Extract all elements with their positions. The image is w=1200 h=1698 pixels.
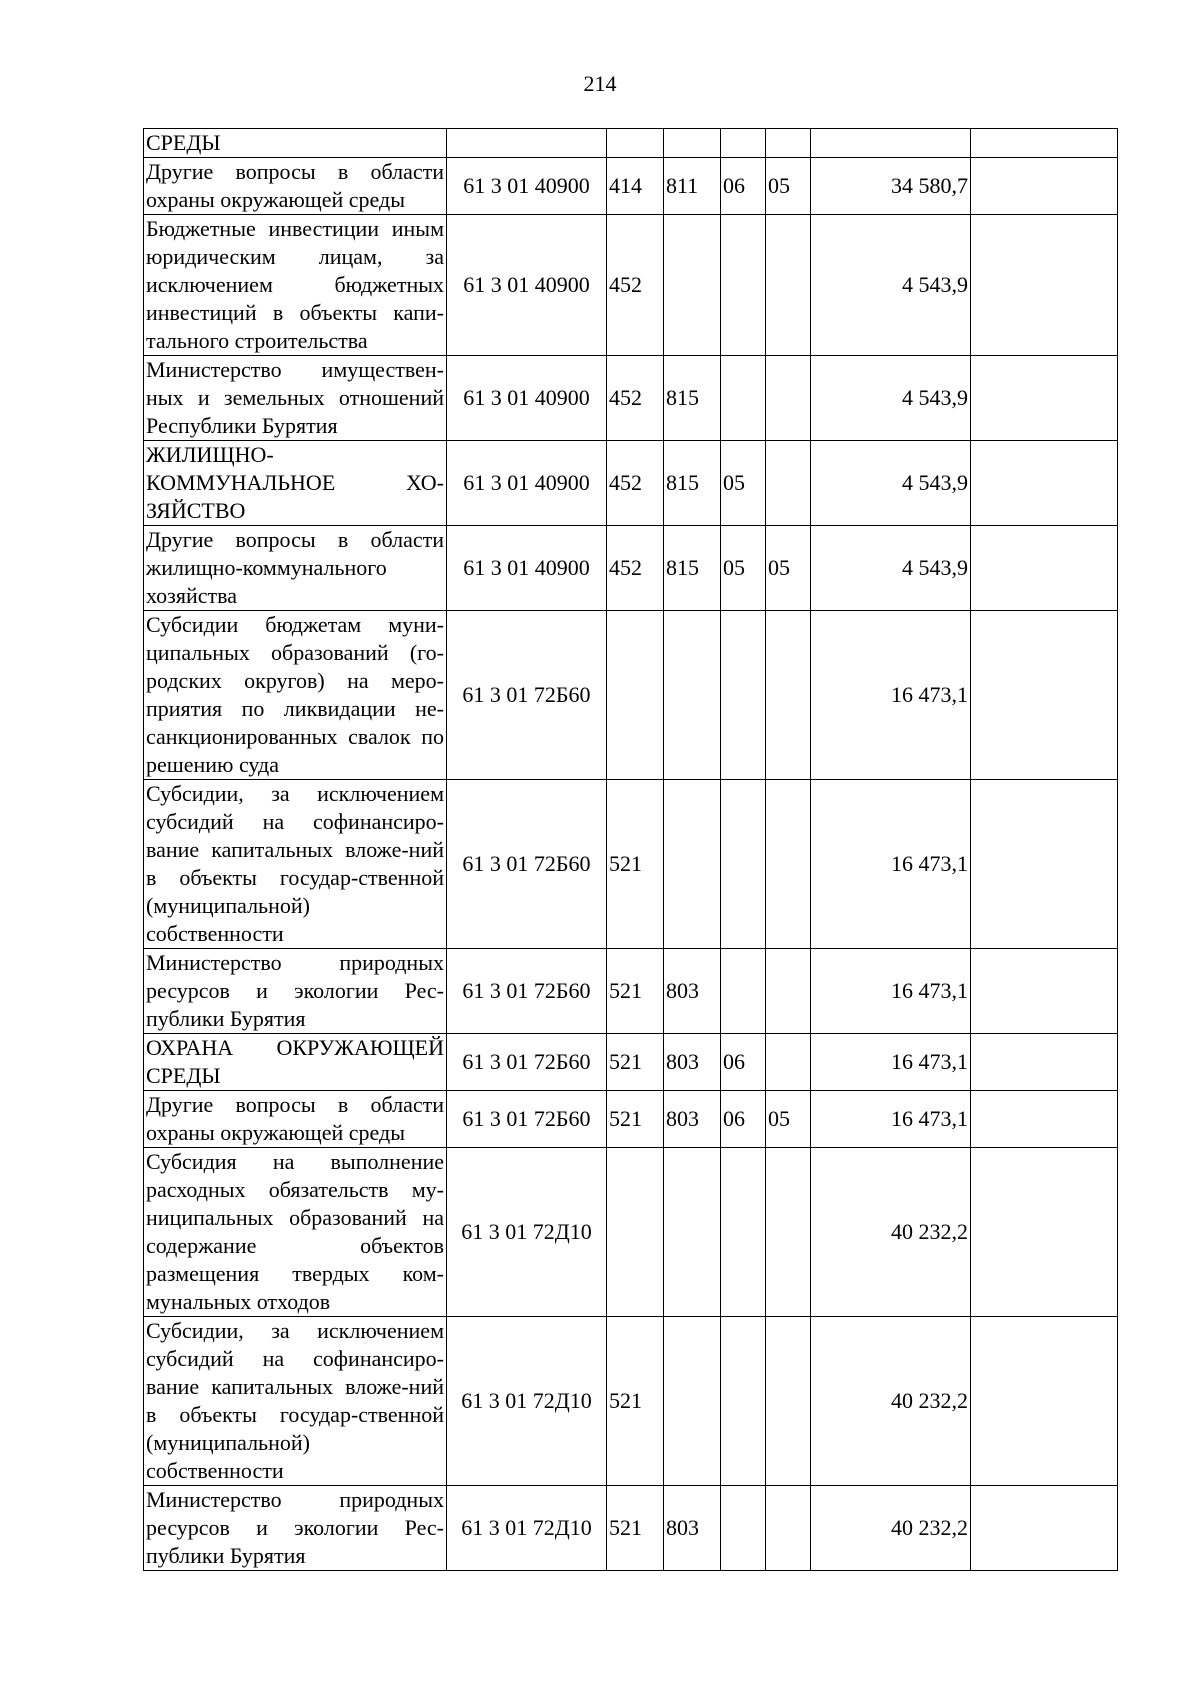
table-row	[144, 441, 1118, 526]
cell-section	[721, 215, 766, 356]
cell-amount	[811, 129, 971, 158]
cell-extra	[971, 215, 1118, 356]
cell-extra	[971, 1148, 1118, 1317]
cell-ministry-code: 803	[664, 949, 721, 1034]
table-row	[144, 1091, 1118, 1148]
cell-amount: 16 473,1	[811, 611, 971, 780]
cell-amount: 4 543,9	[811, 441, 971, 526]
cell-target-article: 61 3 01 72Б60	[447, 780, 607, 949]
cell-target-article	[447, 129, 607, 158]
cell-subsection	[766, 1317, 811, 1486]
cell-expense-type: 521	[607, 780, 664, 949]
cell-name: Министерство природных ресурсов и экологии Рес-публики Бурятия	[144, 949, 447, 1034]
cell-section	[721, 780, 766, 949]
cell-name: Субсидии, за исключением субсидий на софинансиро-вание капитальных вложе-ний в объекты государ-ственной (муниципальной) собственности	[144, 1317, 447, 1486]
cell-section: 06	[721, 1091, 766, 1148]
cell-subsection	[766, 356, 811, 441]
cell-name: ОХРАНА ОКРУЖАЮЩЕЙ СРЕДЫ	[144, 1034, 447, 1091]
cell-ministry-code	[664, 129, 721, 158]
table-row	[144, 611, 1118, 780]
table-row	[144, 1148, 1118, 1317]
cell-ministry-code: 815	[664, 356, 721, 441]
cell-name: Субсидии бюджетам муни-ципальных образований (го-родских округов) на меро-приятия по ликвидации не-санкционированных свалок по решению суда	[144, 611, 447, 780]
cell-expense-type: 521	[607, 1091, 664, 1148]
cell-target-article: 61 3 01 72Д10	[447, 1317, 607, 1486]
cell-expense-type	[607, 129, 664, 158]
cell-extra	[971, 1486, 1118, 1571]
cell-section	[721, 1317, 766, 1486]
cell-name: ЖИЛИЩНО-КОММУНАЛЬНОЕ ХО-ЗЯЙСТВО	[144, 441, 447, 526]
cell-name: СРЕДЫ	[144, 129, 447, 158]
cell-name: Бюджетные инвестиции иным юридическим лицам, за исключением бюджетных инвестиций в объекты капи-тального строительства	[144, 215, 447, 356]
cell-name: Другие вопросы в области охраны окружающей среды	[144, 158, 447, 215]
cell-expense-type: 452	[607, 356, 664, 441]
cell-amount: 4 543,9	[811, 215, 971, 356]
cell-target-article: 61 3 01 72Б60	[447, 949, 607, 1034]
cell-expense-type	[607, 611, 664, 780]
cell-subsection: 05	[766, 158, 811, 215]
cell-target-article: 61 3 01 72Д10	[447, 1148, 607, 1317]
cell-expense-type: 414	[607, 158, 664, 215]
cell-section: 06	[721, 158, 766, 215]
cell-section: 06	[721, 1034, 766, 1091]
cell-subsection	[766, 611, 811, 780]
table-row	[144, 780, 1118, 949]
table-row	[144, 129, 1118, 158]
table-row	[144, 1486, 1118, 1571]
cell-name: Субсидия на выполнение расходных обязательств му-ниципальных образований на содержание объектов размещения твердых ком-мунальных отходов	[144, 1148, 447, 1317]
cell-target-article: 61 3 01 40900	[447, 158, 607, 215]
cell-section: 05	[721, 526, 766, 611]
cell-amount: 34 580,7	[811, 158, 971, 215]
cell-expense-type	[607, 1148, 664, 1317]
cell-subsection: 05	[766, 1091, 811, 1148]
cell-subsection	[766, 441, 811, 526]
cell-extra	[971, 356, 1118, 441]
cell-subsection	[766, 949, 811, 1034]
cell-subsection	[766, 215, 811, 356]
cell-section	[721, 1148, 766, 1317]
cell-section	[721, 129, 766, 158]
cell-section: 05	[721, 441, 766, 526]
cell-subsection	[766, 1034, 811, 1091]
cell-target-article: 61 3 01 72Б60	[447, 1091, 607, 1148]
cell-ministry-code: 803	[664, 1034, 721, 1091]
table-row	[144, 1317, 1118, 1486]
cell-extra	[971, 441, 1118, 526]
table-row	[144, 949, 1118, 1034]
cell-extra	[971, 949, 1118, 1034]
cell-target-article: 61 3 01 72Б60	[447, 611, 607, 780]
cell-ministry-code	[664, 215, 721, 356]
cell-amount: 4 543,9	[811, 526, 971, 611]
cell-ministry-code	[664, 611, 721, 780]
cell-ministry-code: 811	[664, 158, 721, 215]
cell-extra	[971, 780, 1118, 949]
page-number: 214	[583, 71, 617, 96]
cell-name: Субсидии, за исключением субсидий на софинансиро-вание капитальных вложе-ний в объекты государ-ственной (муниципальной) собственности	[144, 780, 447, 949]
cell-extra	[971, 1091, 1118, 1148]
cell-target-article: 61 3 01 40900	[447, 441, 607, 526]
budget-table-body	[144, 129, 1118, 1571]
cell-ministry-code: 815	[664, 526, 721, 611]
cell-target-article: 61 3 01 40900	[447, 356, 607, 441]
table-row	[144, 158, 1118, 215]
cell-expense-type: 452	[607, 526, 664, 611]
cell-target-article: 61 3 01 72Б60	[447, 1034, 607, 1091]
table-row	[144, 526, 1118, 611]
cell-amount: 16 473,1	[811, 780, 971, 949]
cell-name: Другие вопросы в области охраны окружающей среды	[144, 1091, 447, 1148]
cell-extra	[971, 158, 1118, 215]
cell-name: Другие вопросы в области жилищно-коммунального хозяйства	[144, 526, 447, 611]
cell-amount: 16 473,1	[811, 1034, 971, 1091]
cell-expense-type: 521	[607, 1486, 664, 1571]
cell-ministry-code	[664, 1148, 721, 1317]
cell-section	[721, 356, 766, 441]
cell-expense-type: 452	[607, 441, 664, 526]
table-row	[144, 215, 1118, 356]
cell-subsection	[766, 780, 811, 949]
cell-name: Министерство имуществен-ных и земельных отношений Республики Бурятия	[144, 356, 447, 441]
cell-target-article: 61 3 01 40900	[447, 526, 607, 611]
cell-target-article: 61 3 01 40900	[447, 215, 607, 356]
cell-amount: 4 543,9	[811, 356, 971, 441]
cell-extra	[971, 1034, 1118, 1091]
cell-section	[721, 1486, 766, 1571]
cell-subsection	[766, 1486, 811, 1571]
budget-table	[143, 128, 1118, 1571]
cell-ministry-code: 815	[664, 441, 721, 526]
cell-section	[721, 611, 766, 780]
cell-amount: 40 232,2	[811, 1148, 971, 1317]
cell-extra	[971, 1317, 1118, 1486]
cell-subsection	[766, 129, 811, 158]
cell-extra	[971, 526, 1118, 611]
cell-name: Министерство природных ресурсов и экологии Рес-публики Бурятия	[144, 1486, 447, 1571]
cell-extra	[971, 611, 1118, 780]
cell-amount: 16 473,1	[811, 949, 971, 1034]
cell-ministry-code: 803	[664, 1486, 721, 1571]
table-row	[144, 1034, 1118, 1091]
cell-subsection: 05	[766, 526, 811, 611]
cell-ministry-code	[664, 1317, 721, 1486]
cell-amount: 40 232,2	[811, 1317, 971, 1486]
table-row	[144, 356, 1118, 441]
cell-section	[721, 949, 766, 1034]
cell-amount: 40 232,2	[811, 1486, 971, 1571]
cell-subsection	[766, 1148, 811, 1317]
cell-expense-type: 521	[607, 1034, 664, 1091]
cell-ministry-code: 803	[664, 1091, 721, 1148]
cell-amount: 16 473,1	[811, 1091, 971, 1148]
cell-extra	[971, 129, 1118, 158]
cell-target-article: 61 3 01 72Д10	[447, 1486, 607, 1571]
cell-expense-type: 452	[607, 215, 664, 356]
cell-expense-type: 521	[607, 949, 664, 1034]
cell-expense-type: 521	[607, 1317, 664, 1486]
cell-ministry-code	[664, 780, 721, 949]
